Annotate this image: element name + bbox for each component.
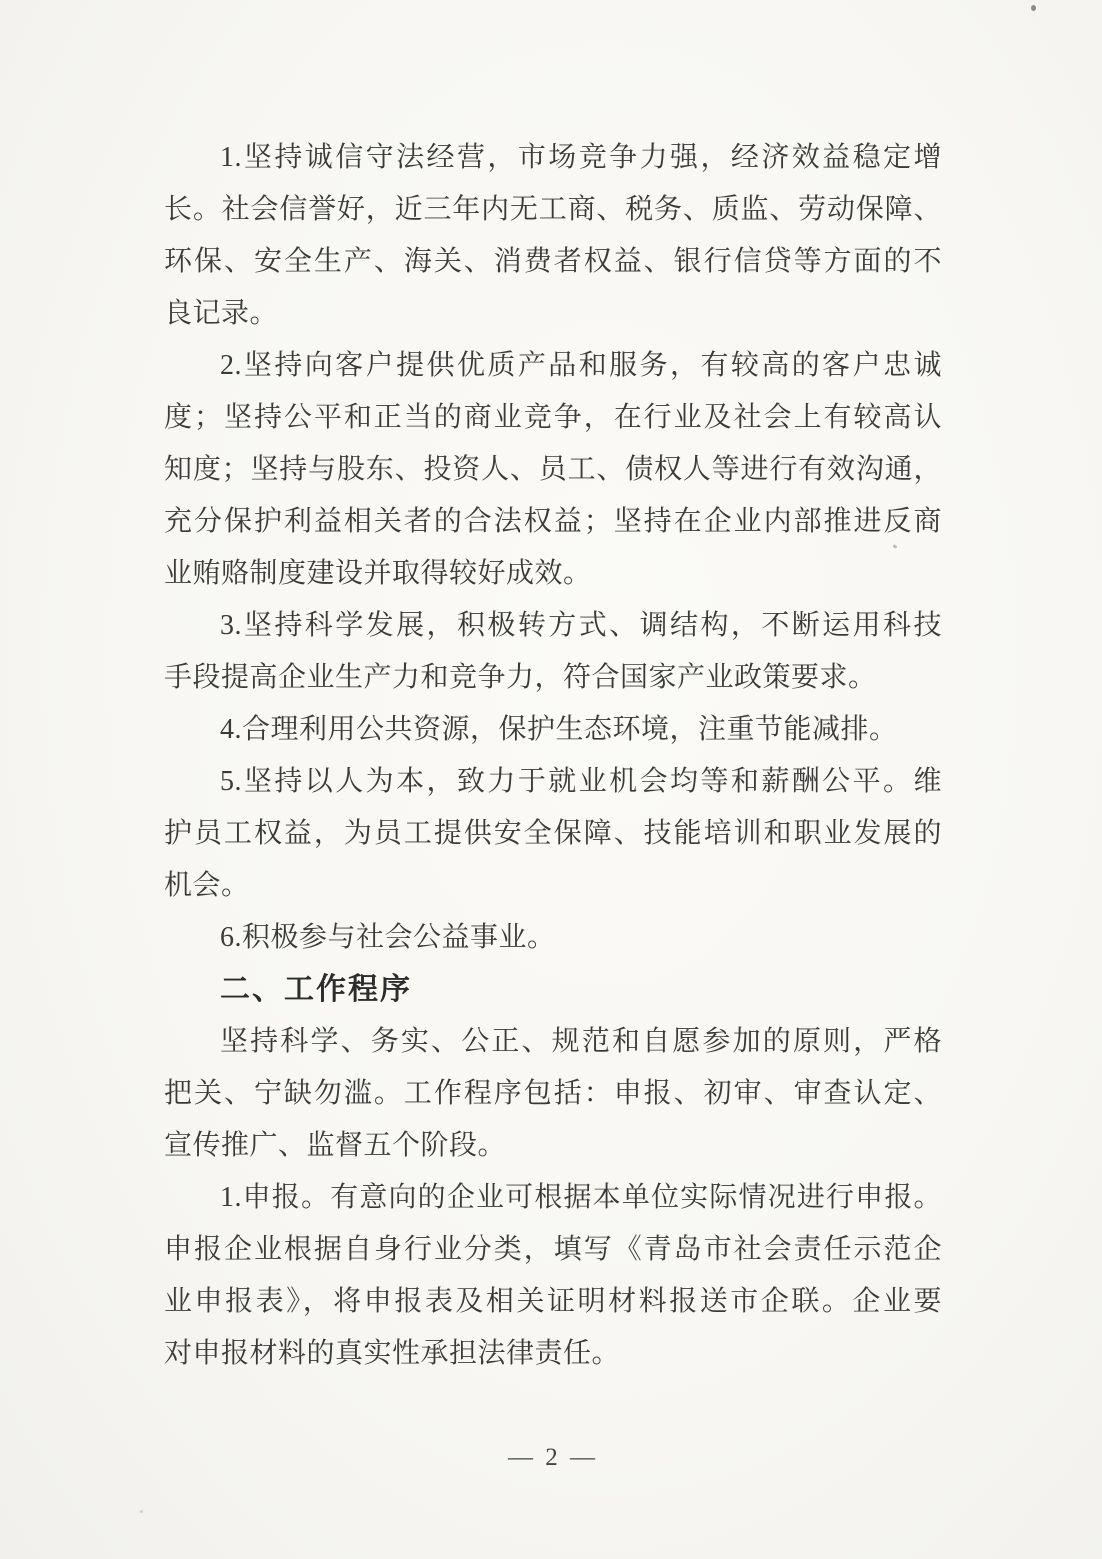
text-line: 手段提高企业生产力和竞争力，符合国家产业政策要求。 bbox=[164, 662, 877, 693]
text-line: 3.坚持科学发展，积极转方式、调结构，不断运用科技 bbox=[220, 610, 942, 641]
text-line: 申报企业根据自身行业分类，填写《青岛市社会责任示范企 bbox=[164, 1234, 942, 1265]
text-line: 坚持科学、务实、公正、规范和自愿参加的原则，严格 bbox=[220, 1026, 942, 1057]
text-line: 业申报表》，将申报表及相关证明材料报送市企联。企业要 bbox=[164, 1286, 942, 1317]
text-line: 2.坚持向客户提供优质产品和服务，有较高的客户忠诚 bbox=[220, 350, 942, 381]
text-line: 长。社会信誉好，近三年内无工商、税务、质监、劳动保障、 bbox=[164, 194, 942, 225]
text-line: 业贿赂制度建设并取得较好成效。 bbox=[164, 558, 592, 589]
text-line: 充分保护利益相关者的合法权益；坚持在企业内部推进反商 bbox=[164, 506, 942, 537]
text-line: 机会。 bbox=[164, 870, 250, 901]
text-line: 6.积极参与社会公益事业。 bbox=[220, 922, 556, 953]
text-line: 良记录。 bbox=[164, 298, 279, 329]
scan-artifact bbox=[140, 1510, 143, 1513]
text-line: 度；坚持公平和正当的商业竞争，在行业及社会上有较高认 bbox=[164, 402, 942, 433]
document-body bbox=[164, 132, 942, 1380]
scan-artifact bbox=[1031, 5, 1036, 11]
text-line: 1.坚持诚信守法经营，市场竞争力强，经济效益稳定增 bbox=[220, 142, 942, 173]
text-line: 1.申报。有意向的企业可根据本单位实际情况进行申报。 bbox=[220, 1182, 942, 1213]
text-line: 护员工权益，为员工提供安全保障、技能培训和职业发展的 bbox=[164, 818, 942, 849]
page-number: — 2 — bbox=[508, 1444, 598, 1471]
text-line: 环保、安全生产、海关、消费者权益、银行信贷等方面的不 bbox=[164, 246, 942, 277]
text-line: 对申报材料的真实性承担法律责任。 bbox=[164, 1338, 621, 1369]
text-line: 宣传推广、监督五个阶段。 bbox=[164, 1130, 507, 1161]
text-line: 4.合理利用公共资源，保护生态环境，注重节能减排。 bbox=[220, 714, 898, 745]
text-line: 知度；坚持与股东、投资人、员工、债权人等进行有效沟通， bbox=[164, 454, 942, 485]
text-line: 5.坚持以人为本，致力于就业机会均等和薪酬公平。维 bbox=[220, 766, 942, 797]
text-line: 把关、宁缺勿滥。工作程序包括：申报、初审、审查认定、 bbox=[164, 1078, 942, 1109]
section-heading: 二、工作程序 bbox=[220, 973, 412, 1006]
